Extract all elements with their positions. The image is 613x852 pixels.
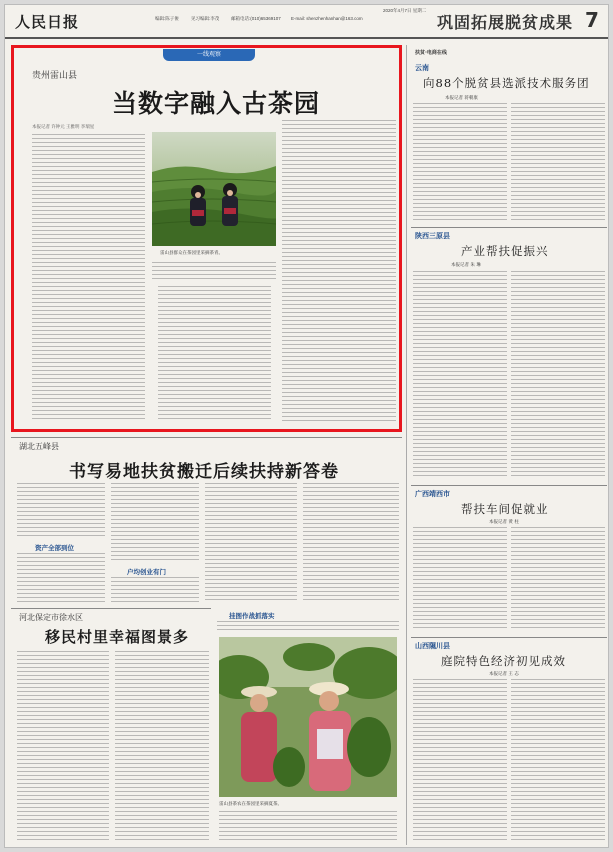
farmer-caption-text [219,811,397,841]
wufeng-col2b [111,577,199,603]
xushui-subhead: 挂图作战抓落实 [229,612,275,620]
wufeng-subhead-2: 户均创业有门 [127,568,166,576]
newspaper-page [4,4,609,848]
xichuan-headline: 庭院特色经济初见成效 [441,654,566,668]
email-info: E-mail: shenzhenhanhan@163.com [291,16,363,21]
issue-date: 2020年4月7日 星期二 [383,8,427,13]
sanyuan-byline: 本报记者 朱 琳 [451,263,481,268]
wufeng-col1b [17,553,105,603]
xichuan-kicker: 山西隰川县 [415,642,450,650]
feature-body-col3 [282,120,396,422]
xushui-headline: 移民村里幸福图景多 [45,628,190,646]
feature-byline: 本报记者 许钟元 王雅明 李瑞星 [32,124,95,129]
right-column-name: 扶贫·电商在线 [415,50,447,56]
page-number: 7 [585,8,599,32]
designer-info: 见习编辑:李茂 [191,16,220,21]
jingxi-byline: 本报记者 黄 柱 [489,520,519,525]
jingxi-kicker: 广西靖西市 [415,490,450,498]
xichuan-byline: 本报记者 王 志 [489,672,519,677]
jingxi-col2 [511,527,605,631]
feature-photo-caption: 雷山县群众在茶园里采摘茶青。 [160,250,223,255]
yunnan-headline: 向88个脱贫县选派技术服务团 [423,76,590,90]
farmer-photo-caption: 雷山县茶农在茶园里采摘夏茶。 [219,801,282,806]
yunnan-byline: 本报记者 蒋朝康 [445,96,478,101]
featured-article[interactable] [11,45,402,432]
feature-kicker: 贵州雷山县 [32,71,78,81]
yunnan-col1 [413,103,507,221]
column-badge: 一线观察 [163,49,255,61]
xichuan-col1 [413,679,507,843]
jingxi-headline: 帮扶车间促就业 [461,502,549,516]
sanyuan-headline: 产业帮扶促振兴 [461,244,549,258]
feature-body-col2 [158,286,271,422]
xushui-col1 [17,651,109,841]
feature-body-col2-top [152,262,276,282]
tea-garden-photo [152,132,276,246]
newspaper-logo: 人民日报 [15,13,80,31]
wufeng-col3 [205,483,297,603]
masthead [5,5,609,39]
feature-headline: 当数字融入古茶园 [112,89,321,118]
yunnan-col2 [511,103,605,221]
xushui-col2 [115,651,209,841]
xichuan-col2 [511,679,605,843]
xushui-kicker: 河北保定市徐水区 [19,613,83,622]
wufeng-kicker: 湖北五峰县 [19,442,59,451]
wufeng-col4 [303,483,399,603]
wufeng-col1a [17,483,105,539]
sanyuan-kicker: 陕西三原县 [415,232,450,240]
wufeng-col2a [111,483,199,563]
wufeng-headline: 书写易地扶贫搬迁后续扶持新答卷 [69,462,339,482]
sanyuan-col2 [511,271,605,479]
editor-info: 编辑:陈子俊 [155,16,179,21]
jingxi-col1 [413,527,507,631]
xushui-col3-top [217,621,399,631]
feature-body-col1 [32,134,145,422]
sanyuan-col1 [413,271,507,479]
wufeng-subhead-1: 资产全部到位 [35,544,74,552]
farmer-photo [219,637,397,797]
phone-info: 邮箱电话:(010)65369107 [231,16,281,21]
section-title: 巩固拓展脱贫成果 [437,13,574,32]
yunnan-kicker: 云南 [415,64,429,72]
